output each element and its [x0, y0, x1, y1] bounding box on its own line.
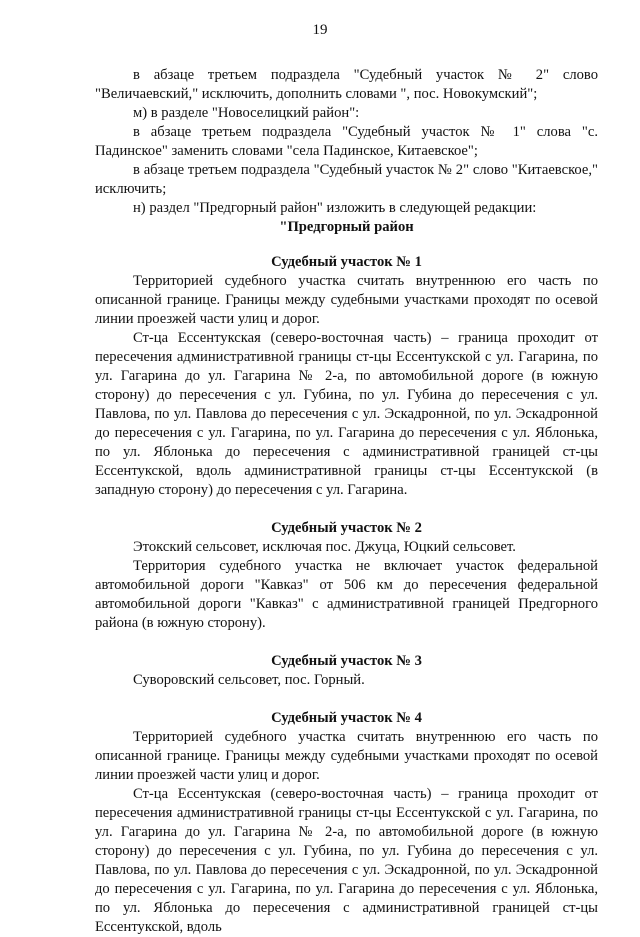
section-title: Судебный участок № 3 — [271, 653, 422, 669]
section-paragraph: Территория судебного участка не включает участок федеральной автомобильной дороги "Кавказ" от 506 км до пересечения федеральной автомобильной дороги "Кавказ" с административной границей Предгорного района (в южную сторону). — [95, 558, 598, 631]
section-paragraph: Суворовский сельсовет, пос. Горный. — [133, 672, 365, 688]
intro-paragraph-4: в абзаце третьем подраздела "Судебный участок № 2" слово "Китаевское," исключить; — [95, 162, 598, 197]
section-title: Судебный участок № 2 — [271, 520, 422, 536]
intro-paragraph-1: в абзаце третьем подраздела "Судебный участок № 2" слово "Величаевский," исключить, дополнить словами ", пос. Новокумский"; — [95, 67, 598, 102]
intro-paragraph-2: м) в разделе "Новоселицкий район": — [133, 105, 360, 121]
section-paragraph: Ст-ца Ессентукская (северо-восточная часть) – граница проходит от пересечения административной границы ст-цы Ессентукской с ул. Гагарина, по ул. Гагарина до ул. Гагарина № 2-а, по автомобильной дороге (в южную сторону) до пересечения с ул. Губина, по ул. Губина до пересечения с ул. Павлова, по ул. Павлова до пересечения с ул. Эскадронной, по ул. Эскадронной до пересечения с ул. Гагарина, по ул. Гагарина до пересечения с ул. Яблонька, по ул. Яблонька до пересечения с административной границей ст-цы Ессентукской, вдоль — [95, 786, 598, 935]
spacer — [95, 690, 598, 709]
section-paragraph: Ст-ца Ессентукская (северо-восточная часть) – граница проходит от пересечения административной границы ст-цы Ессентукской с ул. Гагарина, по ул. Гагарина до ул. Гагарина № 2-а, по автомобильной дороге (в южную сторону) до пересечения с ул. Губина, по ул. Губина до пересечения с ул. Павлова, по ул. Павлова до пересечения с ул. Эскадронной, по ул. Эскадронной до пересечения с ул. Гагарина, по ул. Гагарина до пересечения с ул. Яблонька, по ул. Яблонька до пересечения с административной границей ст-цы Ессентукской, вдоль административной границы ст-цы Ессентукской (в западную сторону) до пересечения с ул. Гагарина. — [95, 330, 598, 498]
section-4 — [95, 709, 598, 937]
section-paragraph: Территорией судебного участка считать внутреннюю его часть по описанной границе. Границы между судебными участками проходят по осевой линии проезжей части улиц и дорог. — [95, 273, 598, 327]
page-number: 19 — [312, 22, 328, 38]
section-paragraph: Этокский сельсовет, исключая пос. Джуца, Юцкий сельсовет. — [133, 539, 516, 555]
intro-paragraph-3: в абзаце третьем подраздела "Судебный участок № 1" слова "с. Падинское" заменить словами "села Падинское, Китаевское"; — [95, 124, 598, 159]
spacer — [95, 237, 598, 253]
section-title: Судебный участок № 1 — [271, 254, 422, 270]
spacer — [95, 500, 598, 519]
section-2 — [95, 519, 598, 633]
intro-paragraph-5: н) раздел "Предгорный район" изложить в следующей редакции: — [133, 200, 537, 216]
district-title: "Предгорный район — [279, 219, 414, 235]
section-title: Судебный участок № 4 — [271, 710, 422, 726]
section-3 — [95, 652, 598, 690]
section-1 — [95, 253, 598, 500]
spacer — [95, 633, 598, 652]
document-body — [95, 66, 598, 937]
section-paragraph: Территорией судебного участка считать внутреннюю его часть по описанной границе. Границы между судебными участками проходят по осевой линии проезжей части улиц и дорог. — [95, 729, 598, 783]
